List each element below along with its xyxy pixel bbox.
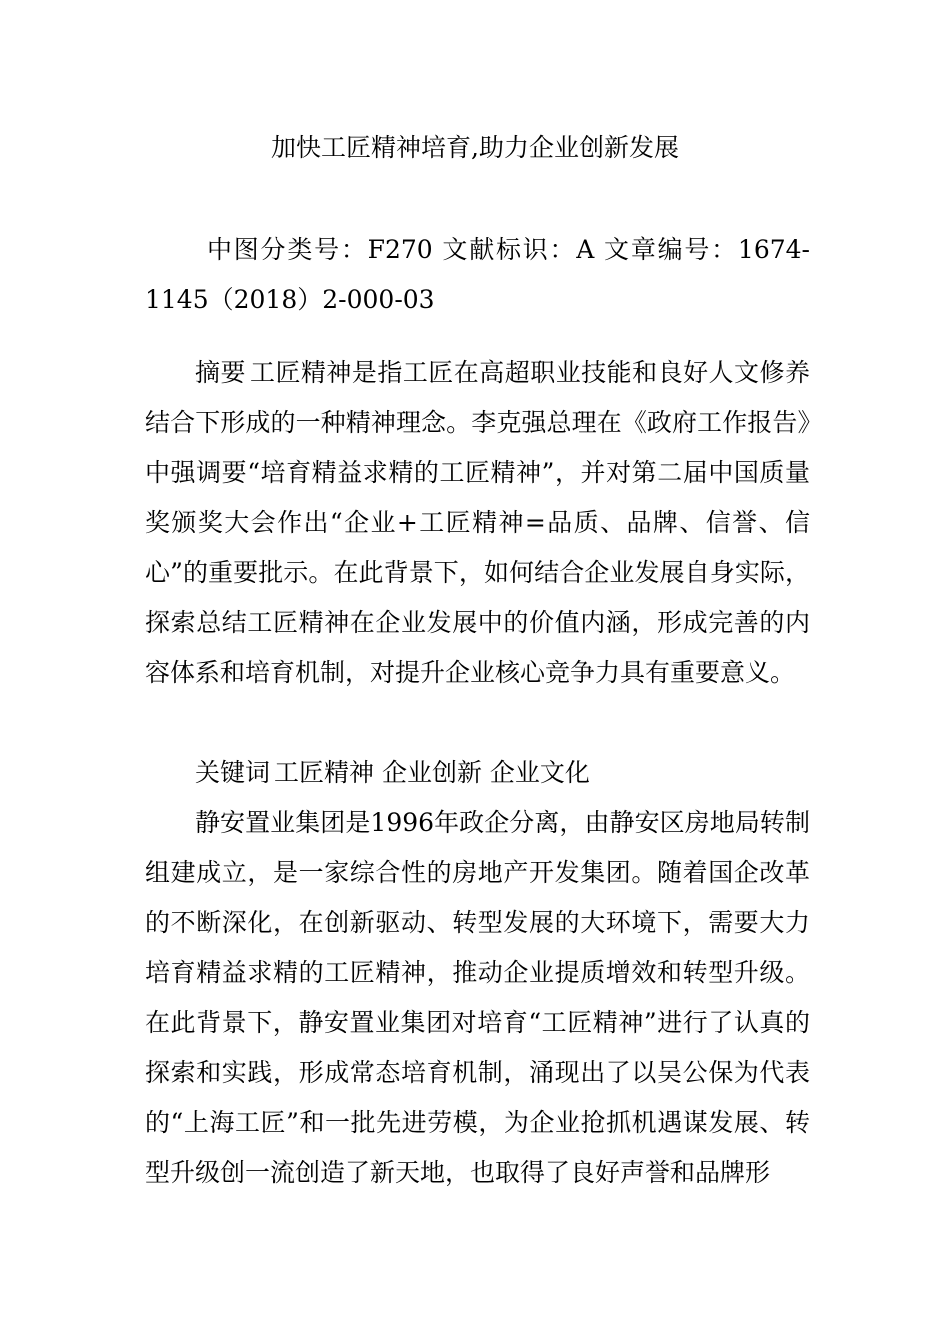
- abstract-text: 工匠精神是指工匠在高超职业技能和良好人文修养结合下形成的一种精神理念。李克强总理在《政府工作报告》中强调要“培育精益求精的工匠精神”，并对第二届中国质量奖颁奖大会作出“企业+工匠精神=品质、品牌、信誉、信心”的重要批示。在此背景下，如何结合企业发展自身实际，探索总结工匠精神在企业发展中的价值内涵，形成完善的内容体系和培育机制，对提升企业核心竞争力具有重要意义。: [145, 358, 810, 687]
- keywords-paragraph: [145, 748, 810, 798]
- keywords-label: 关键词: [195, 758, 271, 787]
- body-paragraph: 静安置业集团是1996年政企分离，由静安区房地局转制组建成立，是一家综合性的房地产开发集团。随着国企改革的不断深化，在创新驱动、转型发展的大环境下，需要大力培育精益求精的工匠精神，推动企业提质增效和转型升级。在此背景下，静安置业集团对培育“工匠精神”进行了认真的探索和实践，形成常态培育机制，涌现出了以吴公保为代表的“上海工匠”和一批先进劳模，为企业抢抓机遇谋发展、转型升级创一流创造了新天地，也取得了良好声誉和品牌形: [145, 808, 810, 1187]
- abstract-paragraph: [145, 348, 810, 698]
- keywords-text: 工匠精神 企业创新 企业文化: [274, 758, 590, 787]
- abstract-label: 摘要: [195, 358, 246, 387]
- classification-line: 中图分类号：F270 文献标识：A 文章编号：1674-1145（2018）2-000-03: [145, 235, 810, 314]
- document-title: 加快工匠精神培育,助力企业创新发展: [271, 133, 679, 162]
